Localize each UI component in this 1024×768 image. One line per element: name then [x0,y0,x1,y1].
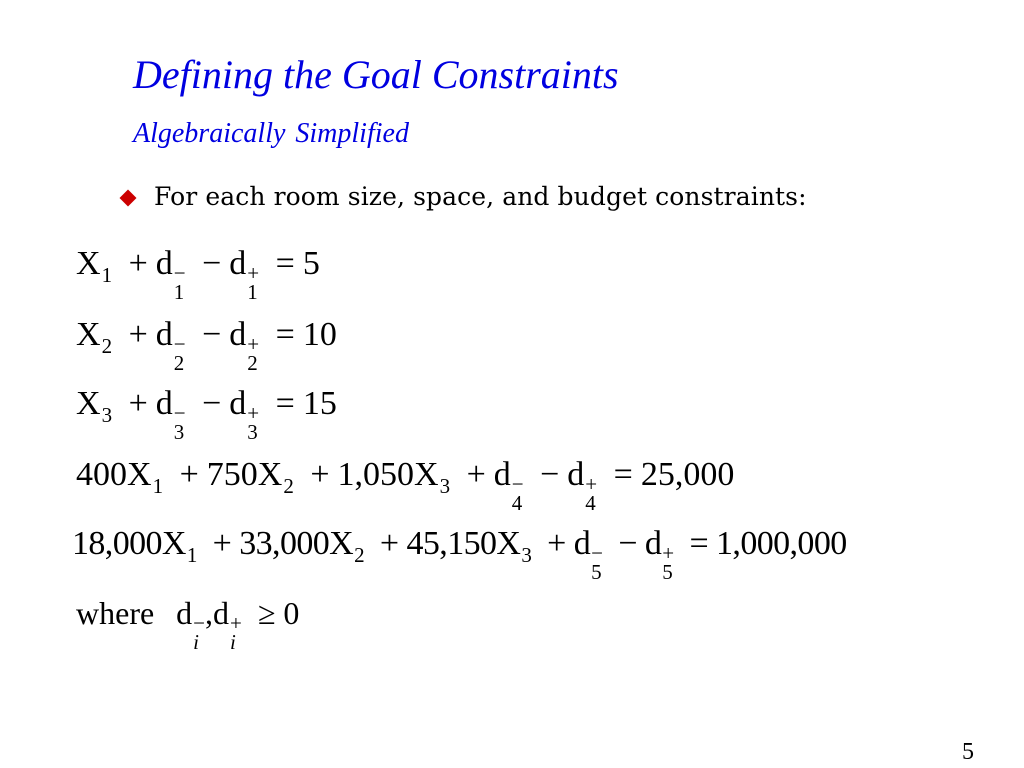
subscript: 1 [186,543,197,567]
superscript: + [662,541,674,565]
diamond-bullet-icon [120,190,137,207]
superscript: + [230,611,242,635]
sup-sub-script [585,472,598,515]
subscript: 2 [247,351,258,375]
superscript: + [247,332,260,356]
operator-plus: + [466,456,486,493]
subscript: 2 [101,334,113,358]
superscript: − [511,472,524,496]
variable: X [76,316,101,353]
superscript: + [247,401,260,425]
term: 18,000X [72,525,186,562]
subscript: 4 [511,491,523,515]
subscript: 3 [439,474,451,498]
subscript: 1 [173,280,185,304]
bullet-text: For each room size, space, and budget constraints: [154,182,807,211]
sup-sub-script [247,401,260,444]
operator-equals: = [613,456,633,493]
variable: X [76,245,101,282]
operator-plus: + [310,456,330,493]
equation-3 [76,384,337,442]
subscript: 1 [101,263,113,287]
superscript: − [591,541,603,565]
operator-minus: − [202,316,222,353]
term: 400X [76,456,152,493]
right-hand-side: 10 [302,316,337,353]
operator-minus: − [618,525,637,562]
subscript: 5 [662,560,673,584]
subscript: i [193,630,200,654]
right-hand-side: 1,000,000 [716,525,847,562]
deviation-variable: d [567,456,585,493]
subscript: i [230,630,236,654]
term: 45,150X [406,525,521,562]
term: 33,000X [239,525,354,562]
subscript: 4 [585,491,596,515]
sup-sub-script [173,261,186,304]
operator-geq: ≥ [257,595,276,631]
subscript: 5 [591,560,602,584]
right-hand-side: 0 [283,595,300,631]
operator-plus: + [547,525,566,562]
deviation-variable: d [229,316,247,353]
subscript: 1 [247,280,258,304]
slide-title: Defining the Goal Constraints [133,52,619,97]
sup-sub-script [173,332,186,375]
sup-sub-script [193,611,206,654]
term: 1,050X [337,456,439,493]
equation-2 [76,315,337,373]
deviation-variable: d [229,385,247,422]
operator-equals: = [275,245,295,282]
deviation-variable: d [493,456,511,493]
superscript: − [173,261,186,285]
subscript: 3 [101,403,113,427]
operator-plus: + [128,316,148,353]
operator-minus: − [540,456,560,493]
equation-4 [76,455,734,513]
deviation-variable: d [155,316,173,353]
sup-sub-script [591,541,603,584]
deviation-variable: d [176,595,193,631]
equation-5 [72,524,847,582]
deviation-variable: d [644,525,662,562]
sup-sub-script [662,541,674,584]
subscript: 3 [173,420,185,444]
right-hand-side: 15 [302,385,337,422]
operator-plus: + [179,456,199,493]
term: 750X [206,456,283,493]
slide-subtitle: Algebraically Simplified [133,118,409,149]
bullet-item [122,180,807,214]
operator-equals: = [689,525,709,562]
superscript: + [247,261,260,285]
where-label: where [76,595,155,631]
superscript: − [173,332,186,356]
sup-sub-script [173,401,186,444]
right-hand-side: 25,000 [640,456,735,493]
deviation-variable: d [155,385,173,422]
subscript: 2 [283,474,294,498]
sup-sub-script [230,611,242,654]
operator-plus: + [128,385,148,422]
sup-sub-script [247,332,260,375]
subscript: 2 [173,351,185,375]
deviation-variable: d [213,595,230,631]
deviation-variable: d [229,245,247,282]
variable: X [76,385,101,422]
page-number: 5 [962,739,974,765]
equation-1 [76,244,320,302]
operator-equals: = [275,316,295,353]
sup-sub-script [247,261,260,304]
operator-minus: − [202,385,222,422]
subscript: 1 [152,474,164,498]
operator-plus: + [128,245,148,282]
comma: , [205,595,214,631]
sup-sub-script [511,472,524,515]
deviation-variable: d [155,245,173,282]
nonnegativity-condition [76,593,299,652]
operator-plus: + [212,525,232,562]
deviation-variable: d [573,525,591,562]
subscript: 3 [521,543,532,567]
operator-minus: − [202,245,222,282]
superscript: + [585,472,598,496]
superscript: − [173,401,186,425]
right-hand-side: 5 [302,245,320,282]
subscript: 2 [354,543,365,567]
subscript: 3 [247,420,258,444]
operator-equals: = [275,385,295,422]
operator-plus: + [379,525,399,562]
superscript: − [193,611,206,635]
